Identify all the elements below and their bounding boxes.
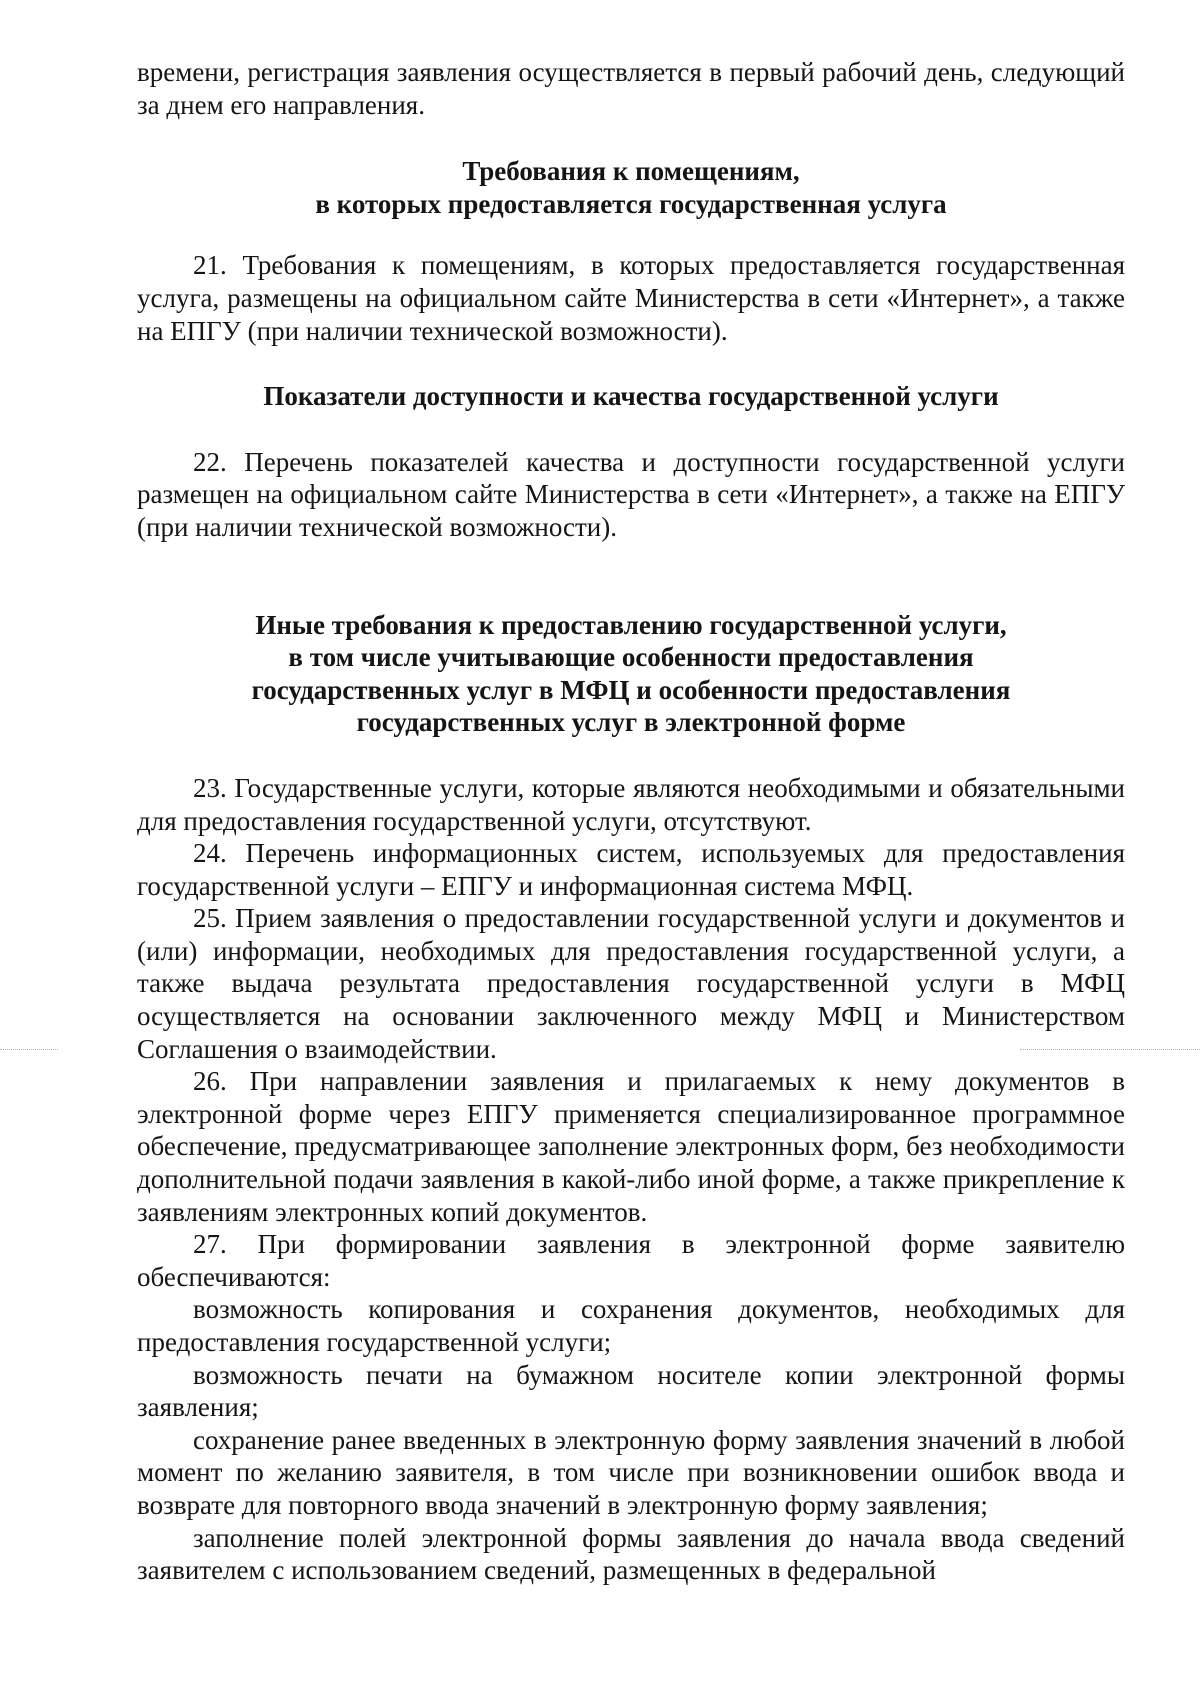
paragraph-27-item-1: возможность копирования и сохранения документов, необходимых для предоставления государственной услуги; [137,1294,1125,1357]
paragraph-continuation: времени, регистрация заявления осуществляется в первый рабочий день, следующий за днем его направления. [137,57,1125,120]
heading-line: Требования к помещениям, [462,156,800,187]
heading-line: государственных услуг в МФЦ и особенности предоставления [251,674,1011,705]
paragraph-21: 21. Требования к помещениям, в которых предоставляется государственная услуга, размещены на официальном сайте Министерства в сети «Интернет», а также на ЕПГУ (при наличии технической возможности). [137,250,1125,346]
paragraph-22: 22. Перечень показателей качества и доступности государственной услуги размещен на официальном сайте Министерства в сети «Интернет», а также на ЕПГУ (при наличии технической возможности). [137,446,1125,542]
heading-line: государственных услуг в электронной форме [356,707,906,738]
scan-artifact-left [0,1049,58,1050]
document-body [137,56,1125,1587]
paragraph-27-item-4: заполнение полей электронной формы заявления до начала ввода сведений заявителем с использованием сведений, размещенных в федеральной [137,1522,1125,1586]
heading-premises-requirements [137,155,1125,220]
heading-line: Иные требования к предоставлению государственной услуги, [255,609,1007,640]
paragraph-26: 26. При направлении заявления и прилагаемых к нему документов в электронной форме через ЕПГУ применяется специализированное программное обеспечение, предусматривающее заполнение электронных форм, без необходимости дополнительной подачи заявления в какой-либо иной форме, а также прикрепление к заявлениям электронных копий документов. [137,1066,1125,1227]
paragraph-23: 23. Государственные услуги, которые являются необходимыми и обязательными для предоставления государственной услуги, отсутствуют. [137,772,1125,836]
heading-accessibility-indicators: Показатели доступности и качества государственной услуги [263,381,999,412]
heading-other-requirements [137,609,1125,739]
paragraph-27: 27. При формировании заявления в электронной форме заявителю обеспечиваются: [137,1229,1125,1292]
heading-line: в том числе учитывающие особенности предоставления [288,642,974,673]
paragraph-27-item-3: сохранение ранее введенных в электронную форму заявления значений в любой момент по желанию заявителя, в том числе при возникновении ошибок ввода и возврате для повторного ввода значений в электронную форму заявления; [137,1424,1125,1520]
paragraph-25: 25. Прием заявления о предоставлении государственной услуги и документов и (или) информации, необходимых для предоставления государственной услуги, а также выдача результата предоставления государственной услуги в МФЦ осуществляется на основании заключенного между МФЦ и Министерством Соглашения о взаимодействии. [137,903,1125,1064]
paragraph-24: 24. Перечень информационных систем, используемых для предоставления государственной услуги – ЕПГУ и информационная система МФЦ. [137,838,1125,901]
heading-line: в которых предоставляется государственная услуга [315,188,947,219]
paragraph-27-item-2: возможность печати на бумажном носителе копии электронной формы заявления; [137,1359,1125,1423]
